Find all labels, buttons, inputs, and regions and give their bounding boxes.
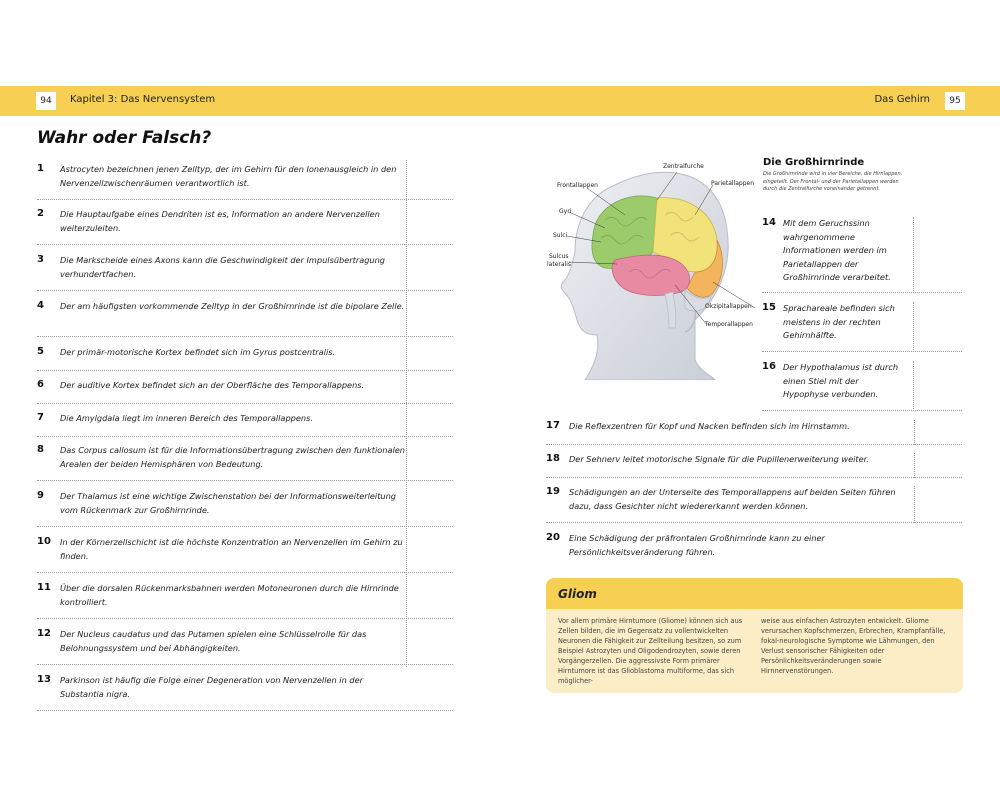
question-15 xyxy=(762,302,962,352)
question-text: Über die dorsalen Rückenmarksbahnen werden Motoneuronen durch die Hirnrinde kontrolliert. xyxy=(60,583,399,607)
question-text: Die Reflexzentren für Kopf und Nacken befinden sich im Hirnstamm. xyxy=(569,421,850,431)
question-number: 13 xyxy=(37,674,51,685)
question-number: 18 xyxy=(546,453,560,464)
question-10 xyxy=(37,536,453,573)
question-9 xyxy=(37,490,453,527)
question-text: Der primär-motorische Kortex befindet sich im Gyrus postcentralis. xyxy=(60,347,336,357)
page-title: Wahr oder Falsch? xyxy=(37,128,212,148)
question-4 xyxy=(37,300,453,337)
label-lateralis: lateralis xyxy=(547,261,571,268)
question-text: Die Amylgdala liegt im inneren Bereich des Temporallappens. xyxy=(60,413,313,423)
label-frontallappen: Frontallappen xyxy=(557,182,598,189)
question-number: 15 xyxy=(762,302,776,313)
page-number-right: 95 xyxy=(945,92,965,110)
question-number: 4 xyxy=(37,300,44,311)
question-text: Mit dem Geruchssinn wahrgenommene Informationen werden im Parietallappen der Großhirnrinde verarbeitet. xyxy=(783,218,891,282)
gliom-text-column-1: Vor allem primäre Hirntumore (Gliome) können sich aus Zellen bilden, die im Gegensatz zu vollentwickelten Neuronen die Fähigkeit zur Zellteilung besitzen, so zum Beispiel Astrozyten und Oligodendrozyten, sowie deren Vorgängerzellen. Die aggressivste Form primärer Hirntumore ist das Glioblastoma multiforme, das sich möglicher- xyxy=(558,617,743,685)
info-title: Die Großhirnrinde xyxy=(763,157,865,168)
label-sulcus: Sulcus xyxy=(549,253,569,260)
label-okzipitallappen: Okzipitallappen xyxy=(705,303,752,310)
question-20 xyxy=(546,532,962,569)
answer-column-divider xyxy=(913,361,914,411)
question-text: Astrocyten bezeichnen jenen Zelltyp, der im Gehirn für den Ionenausgleich in den Nervenzellzwischenräumen verantwortlich ist. xyxy=(60,164,397,188)
question-7 xyxy=(37,412,453,437)
question-text: Der Thalamus ist eine wichtige Zwischenstation bei der Informationsweiterleitung vom Rückenmark zur Großhirnrinde. xyxy=(60,491,396,515)
gliom-box xyxy=(546,578,963,693)
question-number: 12 xyxy=(37,628,51,639)
question-6 xyxy=(37,379,453,404)
gliom-text-column-2: weise aus einfachen Astrozyten entwickelt. Gliome verursachen Kopfschmerzen, Erbrechen, Krampfanfälle, fokal-neurologische Symptome wie Lähmungen, den Verlust sensorischer Fähigkeiten oder Persönlichkeitsveränderungen sowie Hirnnervenstörungen. xyxy=(761,617,946,675)
answer-column-divider xyxy=(914,453,915,478)
section-title: Das Gehirn xyxy=(874,94,930,105)
question-text: Eine Schädigung der präfrontalen Großhirnrinde kann zu einer Persönlichkeitsveränderung führen. xyxy=(569,533,825,557)
question-number: 19 xyxy=(546,486,560,497)
question-17 xyxy=(546,420,962,445)
question-number: 10 xyxy=(37,536,51,547)
answer-column-divider xyxy=(406,160,407,667)
question-number: 20 xyxy=(546,532,560,543)
question-text: In der Körnerzellschicht ist die höchste Konzentration an Nervenzellen im Gehirn zu finden. xyxy=(60,537,403,561)
question-number: 16 xyxy=(762,361,776,372)
question-number: 14 xyxy=(762,217,776,228)
question-number: 1 xyxy=(37,163,44,174)
label-gyri: Gyri xyxy=(559,208,572,215)
header-bar xyxy=(0,86,1000,116)
question-text: Die Hauptaufgabe eines Dendriten ist es, Information an andere Nervenzellen weiterzuleiten. xyxy=(60,209,380,233)
label-zentralfurche: Zentralfurche xyxy=(663,163,704,170)
question-text: Sprachareale befinden sich meistens in der rechten Gehirnhälfte. xyxy=(783,303,895,340)
question-number: 5 xyxy=(37,346,44,357)
question-14 xyxy=(762,217,962,293)
answer-column-divider xyxy=(914,420,915,445)
question-2 xyxy=(37,208,453,245)
question-1 xyxy=(37,163,453,200)
question-number: 11 xyxy=(37,582,51,593)
question-18 xyxy=(546,453,962,478)
question-8 xyxy=(37,444,453,481)
question-number: 2 xyxy=(37,208,44,219)
question-3 xyxy=(37,254,453,291)
label-sulci: Sulci xyxy=(553,232,568,239)
question-number: 6 xyxy=(37,379,44,390)
answer-column-divider xyxy=(913,302,914,352)
gliom-box-title: Gliom xyxy=(558,587,597,601)
question-text: Der Sehnerv leitet motorische Signale für die Pupillenerweiterung weiter. xyxy=(569,454,869,464)
question-text: Die Markscheide eines Axons kann die Geschwindigkeit der Impulsübertragung verhundertfachen. xyxy=(60,255,385,279)
chapter-title: Kapitel 3: Das Nervensystem xyxy=(70,94,216,105)
question-13 xyxy=(37,674,453,711)
question-text: Parkinson ist häufig die Folge einer Degeneration von Nervenzellen in der Substantia nigra. xyxy=(60,675,363,699)
question-text: Der auditive Kortex befindet sich an der Oberfläche des Temporallappens. xyxy=(60,380,365,390)
question-number: 7 xyxy=(37,412,44,423)
brain-illustration xyxy=(545,160,757,380)
question-12 xyxy=(37,628,453,665)
question-19 xyxy=(546,486,962,523)
question-number: 8 xyxy=(37,444,44,455)
answer-column-divider xyxy=(914,486,915,523)
question-number: 3 xyxy=(37,254,44,265)
question-text: Der Nucleus caudatus und das Putamen spielen eine Schlüsselrolle für das Belohnungssystem und bei Abhängigkeiten. xyxy=(60,629,367,653)
question-5 xyxy=(37,346,453,371)
question-16 xyxy=(762,361,962,411)
question-text: Der am häufigsten vorkommende Zelltyp in der Großhirnrinde ist die bipolare Zelle. xyxy=(60,301,405,311)
question-11 xyxy=(37,582,453,619)
label-temporallappen: Temporallappen xyxy=(705,321,753,328)
brain-figure xyxy=(545,160,757,380)
question-text: Schädigungen an der Unterseite des Temporallappens auf beiden Seiten führen dazu, dass Gesichter nicht wiedererkannt werden können. xyxy=(569,487,896,511)
gliom-box-header xyxy=(546,578,963,609)
question-number: 17 xyxy=(546,420,560,431)
label-parietallappen: Parietallappen xyxy=(711,180,755,187)
question-text: Der Hypothalamus ist durch einen Stiel mit der Hypophyse verbunden. xyxy=(783,362,899,399)
question-text: Das Corpus callosum ist für die Informationsübertragung zwischen den funktionalen Arealen der beiden Hemisphären von Bedeutung. xyxy=(60,445,405,469)
page-number-left: 94 xyxy=(36,92,56,110)
answer-column-divider xyxy=(913,217,914,293)
info-text: Die Großhirnrinde wird in vier Bereiche, die Hirnlappen, eingeteilt. Der Frontal- und der Parietallappen werden durch die Zentralfurche voneinander getrennt. xyxy=(763,171,903,192)
question-number: 9 xyxy=(37,490,44,501)
